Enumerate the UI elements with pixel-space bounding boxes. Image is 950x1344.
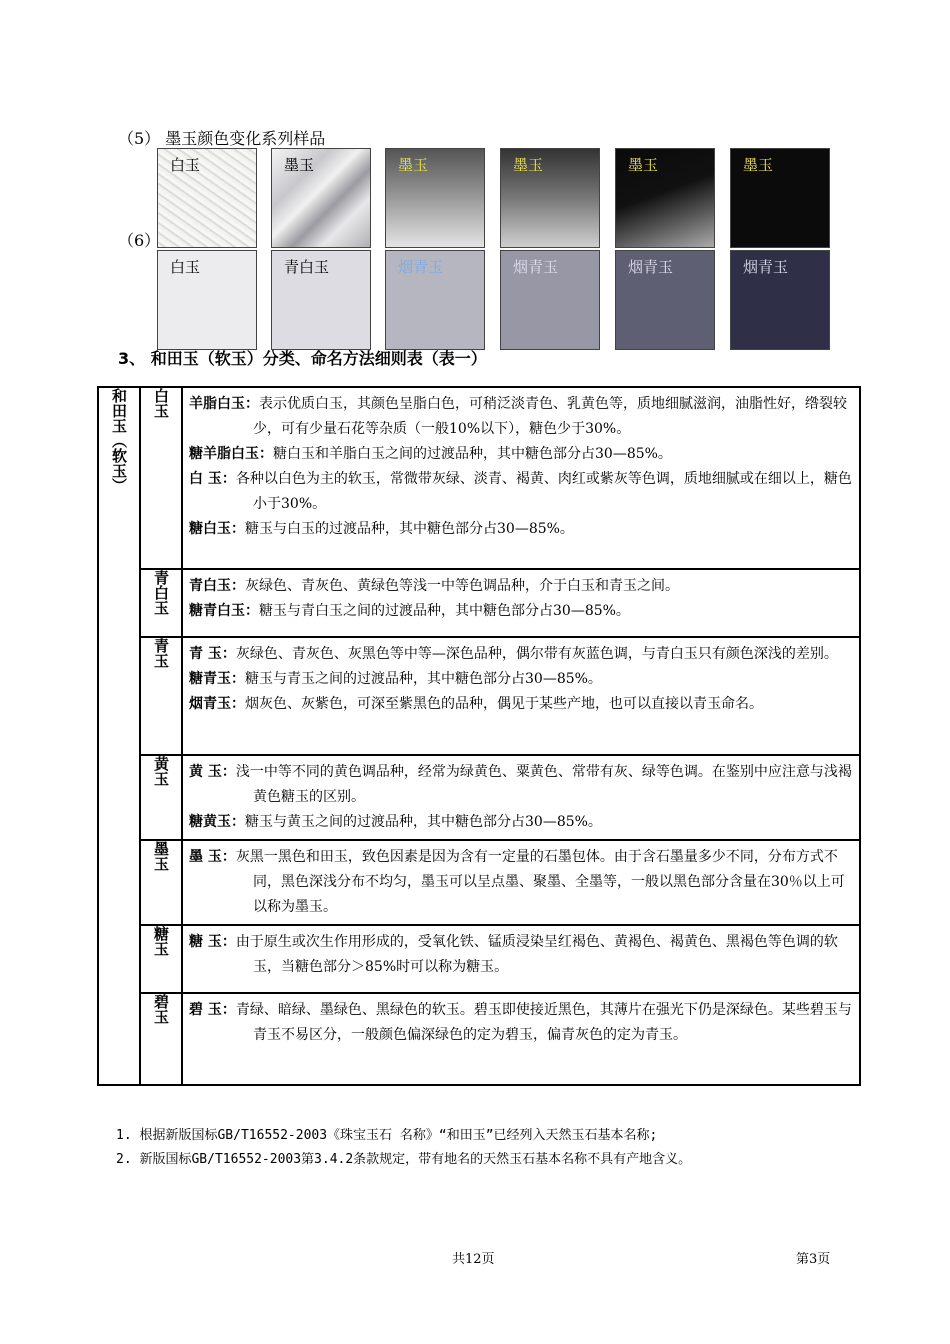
description-cell	[182, 569, 860, 637]
entry: 碧 玉：青绿、暗绿、墨绿色、黑绿色的软玉。碧玉即使接近黑色，其薄片在强光下仍是深绿色。某些碧玉与青玉不易区分，一般颜色偏深绿色的定为碧玉，偏青灰色的定为青玉。	[189, 1002, 852, 1043]
swatch-label: 白玉	[170, 156, 201, 174]
entry: 糖黄玉：糖玉与黄玉之间的过渡品种，其中糖色部分占30—85%。	[189, 814, 602, 830]
classification-table	[97, 386, 861, 1086]
note-1: 1. 根据新版国标GB/T16552-2003《珠宝玉石 名称》“和田玉”已经列入天然玉石基本名称;	[116, 1128, 658, 1143]
section-3-heading: 3、 和田玉（软玉）分类、命名方法细则表（表一）	[118, 349, 487, 368]
category-label: 糖玉	[152, 926, 170, 956]
category-label: 墨玉	[152, 841, 170, 871]
description-cell	[182, 925, 860, 993]
swatch-label: 墨玉	[284, 156, 315, 174]
swatch-label: 墨玉	[513, 156, 544, 174]
swatch-smoky-jade-1	[385, 250, 485, 350]
entry: 糖青玉：糖玉与青玉之间的过渡品种，其中糖色部分占30—85%。	[189, 671, 602, 687]
table-row	[98, 993, 860, 1085]
category-cell	[140, 993, 182, 1085]
category-cell	[140, 840, 182, 925]
swatch-label: 烟青玉	[743, 258, 789, 276]
footer-total-pages: 共12页	[452, 1252, 495, 1267]
table-row	[98, 637, 860, 755]
outer-category	[98, 387, 140, 1085]
entry: 羊脂白玉：表示优质白玉，其颜色呈脂白色，可稍泛淡青色、乳黄色等，质地细腻滋润，油脂性好，绺裂较少，可有少量石花等杂质（一般10%以下），糖色少于30%。	[189, 396, 847, 437]
swatch-label: 墨玉	[743, 156, 774, 174]
entry: 糖羊脂白玉：糖白玉和羊脂白玉之间的过渡品种，其中糖色部分占30—85%。	[189, 446, 672, 462]
table-row	[98, 840, 860, 925]
description-cell	[182, 387, 860, 569]
swatch-label: 墨玉	[398, 156, 429, 174]
swatch-ink-jade-3	[615, 148, 715, 248]
swatch-celadon-white-jade	[271, 250, 371, 350]
section-6-heading: （6）	[118, 231, 161, 250]
category-cell	[140, 637, 182, 755]
footer-page-number: 第3页	[796, 1252, 831, 1267]
category-cell	[140, 755, 182, 840]
category-label: 白玉	[152, 388, 170, 418]
swatch-label: 青白玉	[284, 258, 330, 276]
table-row	[98, 925, 860, 993]
category-cell	[140, 387, 182, 569]
swatch-marble-jade	[271, 148, 371, 248]
table-row	[98, 569, 860, 637]
section-5-heading: （5） 墨玉颜色变化系列样品	[118, 129, 326, 148]
category-label: 青玉	[152, 638, 170, 668]
category-label: 黄玉	[152, 756, 170, 786]
entry: 白 玉：各种以白色为主的软玉，常微带灰绿、淡青、褐黄、肉红或紫灰等色调，质地细腻或在细以上，糖色小于30%。	[189, 471, 852, 512]
swatch-white-jade	[157, 148, 257, 248]
swatch-label: 白玉	[170, 258, 201, 276]
swatch-label: 烟青玉	[628, 258, 674, 276]
description-cell	[182, 993, 860, 1085]
swatch-label: 墨玉	[628, 156, 659, 174]
entry: 墨 玉：灰黑一黑色和田玉，致色因素是因为含有一定量的石墨包体。由于含石墨量多少不同，分布方式不同，黑色深浅分布不均匀，墨玉可以呈点墨、聚墨、全墨等，一般以黑色部分含量在30％以上可以称为墨玉。	[189, 849, 845, 915]
swatch-ink-jade-4	[730, 148, 830, 248]
entry: 糖青白玉：糖玉与青白玉之间的过渡品种，其中糖色部分占30—85%。	[189, 603, 630, 619]
entry: 青 玉：灰绿色、青灰色、灰黑色等中等—深色品种，偶尔带有灰蓝色调，与青白玉只有颜色深浅的差别。	[189, 646, 838, 662]
swatch-smoky-jade-2	[500, 250, 600, 350]
table-row	[98, 387, 860, 569]
swatch-ink-jade-1	[385, 148, 485, 248]
swatch-label: 烟青玉	[398, 258, 444, 276]
entry: 青白玉：灰绿色、青灰色、黄绿色等浅一中等色调品种，介于白玉和青玉之间。	[189, 578, 679, 594]
category-label: 碧玉	[152, 994, 170, 1024]
table-row	[98, 755, 860, 840]
category-cell	[140, 569, 182, 637]
swatch-smoky-jade-3	[615, 250, 715, 350]
swatch-ink-jade-2	[500, 148, 600, 248]
note-2: 2. 新版国标GB/T16552-2003第3.4.2条款规定，带有地名的天然玉石基本名称不具有产地含义。	[116, 1152, 692, 1167]
swatch-white-jade-2	[157, 250, 257, 350]
entry: 糖 玉：由于原生或次生作用形成的，受氧化铁、锰质浸染呈红褐色、黄褐色、褐黄色、黑褐色等色调的软玉，当糖色部分＞85%时可以称为糖玉。	[189, 934, 838, 975]
description-cell	[182, 840, 860, 925]
category-label: 青白玉	[152, 570, 170, 615]
swatch-label: 烟青玉	[513, 258, 559, 276]
category-cell	[140, 925, 182, 993]
entry: 烟青玉：烟灰色、灰紫色，可深至紫黑色的品种，偶见于某些产地，也可以直接以青玉命名。	[189, 696, 763, 712]
description-cell	[182, 637, 860, 755]
swatch-smoky-jade-4	[730, 250, 830, 350]
entry: 黄 玉：浅一中等不同的黄色调品种，经常为绿黄色、粟黄色、常带有灰、绿等色调。在鉴别中应注意与浅褐黄色糖玉的区别。	[189, 764, 852, 805]
entry: 糖白玉：糖玉与白玉的过渡品种，其中糖色部分占30—85%。	[189, 521, 574, 537]
description-cell	[182, 755, 860, 840]
outer-category-label: 和田玉（软玉）	[110, 388, 128, 493]
